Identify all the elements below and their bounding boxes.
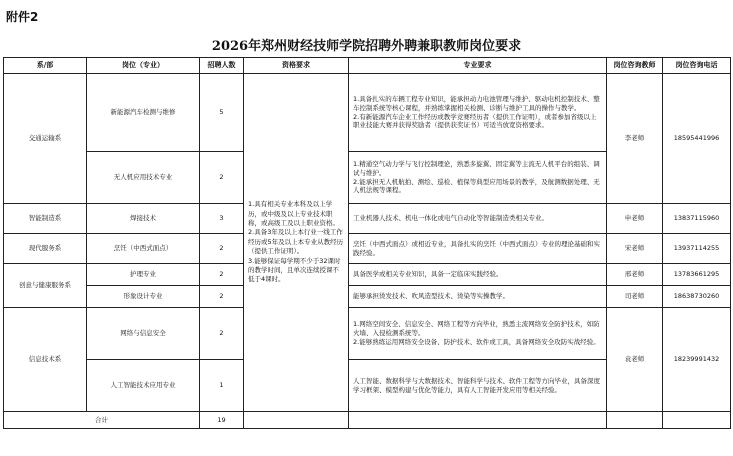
table-row bbox=[4, 234, 731, 264]
col-header-phone: 岗位咨询电话 bbox=[663, 58, 731, 74]
major-req-cell: 能够承担烫发技术、吹风造型技术、烫染等实操教学。 bbox=[349, 286, 607, 308]
dept-cell: 创意与健康服务系 bbox=[4, 264, 87, 308]
col-header-major-req: 专业要求 bbox=[349, 58, 607, 74]
count-cell: 2 bbox=[200, 308, 244, 360]
count-cell: 5 bbox=[200, 74, 244, 152]
col-header-qualification: 资格要求 bbox=[244, 58, 349, 74]
table-row bbox=[4, 264, 731, 286]
contact-cell: 申老师 bbox=[607, 204, 663, 234]
empty-cell bbox=[244, 412, 349, 429]
count-cell: 2 bbox=[200, 286, 244, 308]
major-req-cell: 工业机器人技术、机电一体化或电气自动化等智能制造类相关专业。 bbox=[349, 204, 607, 234]
total-row bbox=[4, 412, 731, 429]
position-cell: 焊接技术 bbox=[87, 204, 200, 234]
phone-cell: 13837115960 bbox=[663, 204, 731, 234]
table-header-row bbox=[4, 58, 731, 74]
major-req-cell: 烹饪（中西式面点）或相近专业，具备扎实的烹饪（中西式面点）专业的理论基础和实践经验。 bbox=[349, 234, 607, 264]
count-cell: 2 bbox=[200, 234, 244, 264]
contact-cell: 袁老师 bbox=[607, 308, 663, 412]
phone-cell: 18239991432 bbox=[663, 308, 731, 412]
empty-cell bbox=[607, 412, 663, 429]
position-cell: 护理专业 bbox=[87, 264, 200, 286]
col-header-contact: 岗位咨询教师 bbox=[607, 58, 663, 74]
dept-cell: 交通运输系 bbox=[4, 74, 87, 204]
major-req-cell: 1.精通空气动力学与飞行控制理论，熟悉多旋翼、固定翼等主流无人机平台的组装、调试与维护。 2.能承担无人机航拍、测绘、巡检、植保等典型应用场景的教学，及航测数据处理、无人机法规等课程。 bbox=[349, 152, 607, 204]
count-cell: 3 bbox=[200, 204, 244, 234]
total-count: 19 bbox=[200, 412, 244, 429]
major-req-cell: 具备医学或相关专业知识，具备一定临床实践经验。 bbox=[349, 264, 607, 286]
count-cell: 1 bbox=[200, 360, 244, 412]
table-row bbox=[4, 204, 731, 234]
phone-cell: 13937114255 bbox=[663, 234, 731, 264]
positions-table bbox=[3, 57, 731, 429]
col-header-count: 招聘人数 bbox=[200, 58, 244, 74]
table-row bbox=[4, 308, 731, 360]
major-req-cell: 1.具备扎实的车辆工程专业知识，能承担动力电池管理与维护、驱动电机控制技术、整车控制系统等核心课程，并熟练掌握相关检测、诊断与维护工具的操作与教学。 2.有新能源汽车企业工作经历或教学竞赛经历者（提供工作证明），或者参加省级以上职业技能大赛并获得奖励者（提供获奖证书）可适当放宽资格要求。 bbox=[349, 74, 607, 152]
col-header-position: 岗位（专业） bbox=[87, 58, 200, 74]
major-req-cell: 人工智能、数据科学与大数据技术、智能科学与技术、软件工程等方向毕业，具备深度学习框架、模型构建与优化等能力，具有人工智能开发应用等相关经验。 bbox=[349, 360, 607, 412]
position-cell: 网络与信息安全 bbox=[87, 308, 200, 360]
contact-cell: 李老师 bbox=[607, 74, 663, 204]
col-header-dept: 系/部 bbox=[4, 58, 87, 74]
count-cell: 2 bbox=[200, 152, 244, 204]
dept-cell: 信息技术系 bbox=[4, 308, 87, 412]
count-cell: 2 bbox=[200, 264, 244, 286]
page-title: 2026年郑州财经技师学院招聘外聘兼职教师岗位要求 bbox=[211, 39, 522, 54]
contact-cell: 宋老师 bbox=[607, 234, 663, 264]
dept-cell: 现代服务系 bbox=[4, 234, 87, 264]
empty-cell bbox=[663, 412, 731, 429]
position-cell: 无人机应用技术专业 bbox=[87, 152, 200, 204]
phone-cell: 18638730260 bbox=[663, 286, 731, 308]
phone-cell: 13783661295 bbox=[663, 264, 731, 286]
position-cell: 人工智能技术应用专业 bbox=[87, 360, 200, 412]
contact-cell: 邢老师 bbox=[607, 264, 663, 286]
major-req-cell: 1.网络空间安全、信息安全、网络工程等方向毕业，熟悉主流网络安全防护技术，如防火墙、入侵检测系统等。 2.能够熟练运用网络安全设备、防护技术、软件或工具，具备网络安全攻防实战经验。 bbox=[349, 308, 607, 360]
dept-cell: 智能制造系 bbox=[4, 204, 87, 234]
table-row bbox=[4, 74, 731, 152]
qualification-cell: 1.具有相关专业本科及以上学历，或中级及以上专业技术职称，或高级工及以上职业资格。 2.具备3年及以上本行业一线工作经历或5年及以上本专业从教经历（提供工作证明）。 3.能够保证每学期不少于32课时的教学时间，且单次连续授课不低于4课时。 bbox=[244, 74, 349, 412]
position-cell: 烹饪（中西式面点） bbox=[87, 234, 200, 264]
phone-cell: 18595441996 bbox=[663, 74, 731, 204]
table-row bbox=[4, 286, 731, 308]
contact-cell: 司老师 bbox=[607, 286, 663, 308]
total-label: 合计 bbox=[4, 412, 200, 429]
attachment-label: 附件2 bbox=[6, 10, 39, 24]
position-cell: 形象设计专业 bbox=[87, 286, 200, 308]
empty-cell bbox=[349, 412, 607, 429]
position-cell: 新能源汽车检测与维修 bbox=[87, 74, 200, 152]
